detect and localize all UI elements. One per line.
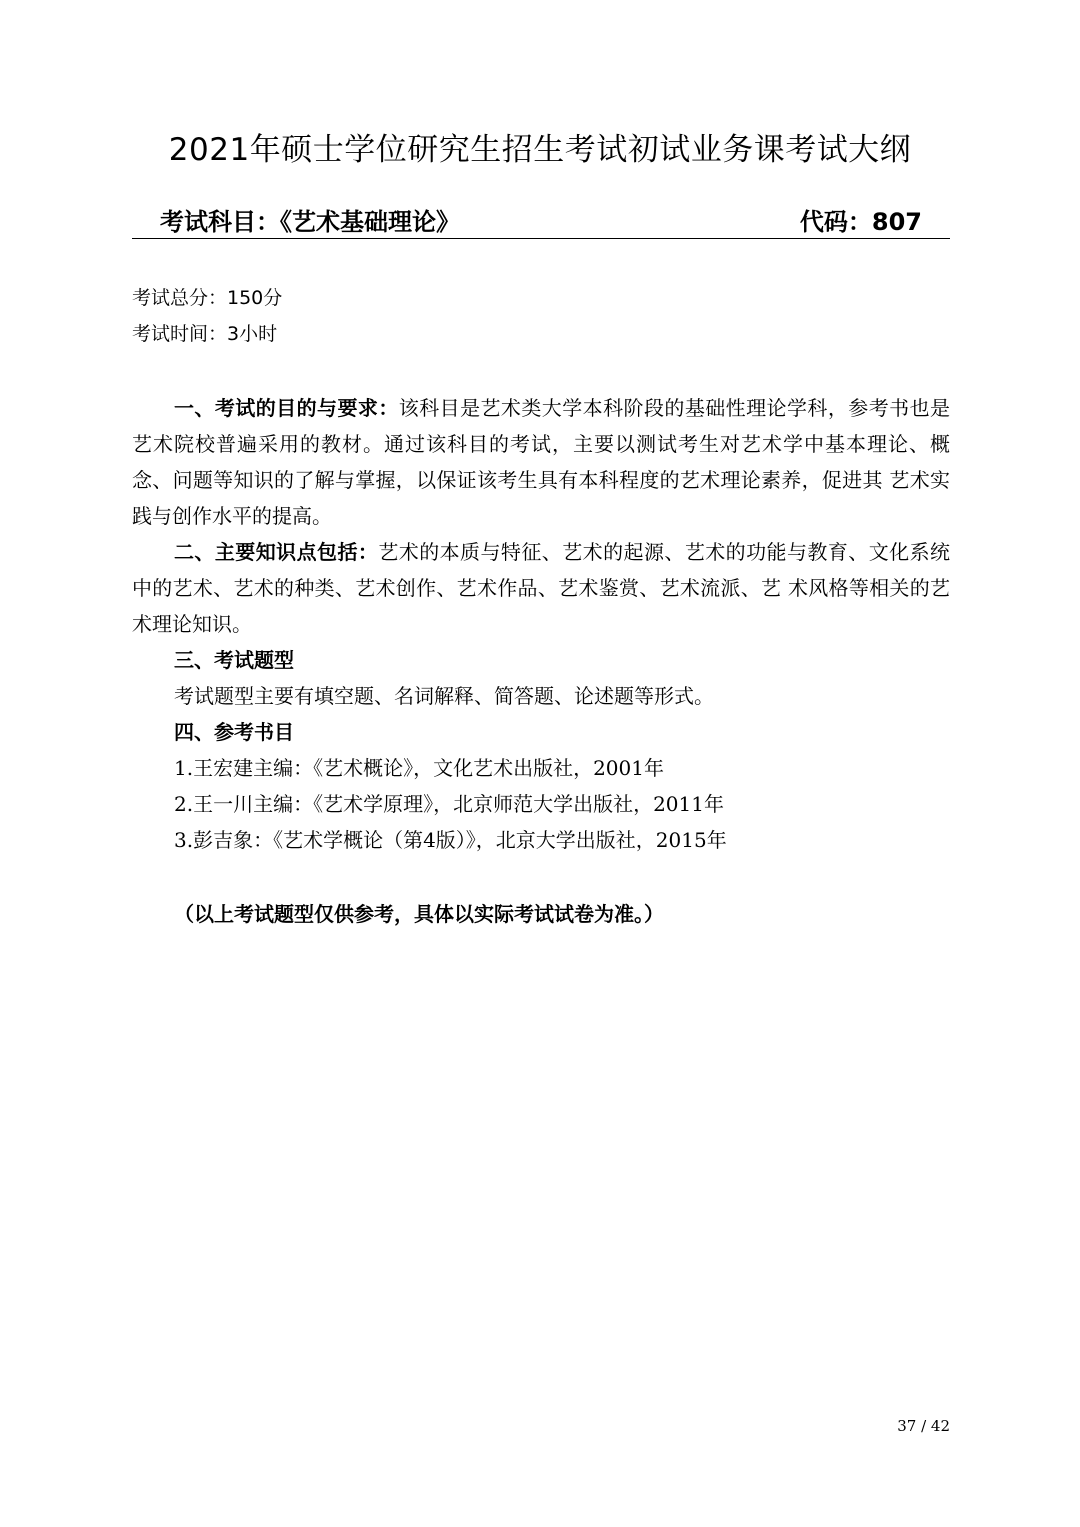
- reference-item: 2.王一川主编：《艺术学原理》，北京师范大学出版社，2011年: [174, 792, 724, 816]
- section-references-heading: 四、参考书目: [174, 720, 294, 744]
- reference-item: 1.王宏建主编：《艺术概论》，文化艺术出版社，2001年: [174, 756, 664, 780]
- section-knowledge-text: 艺术的本质与特征、艺术的起源、艺术的功能与教育、文化系统中的艺术、艺术的种类、艺术创作、艺术作品、艺术鉴赏、艺术流派、艺 术风格等相关的艺术理论知识。: [132, 540, 951, 636]
- page-title: 2021年硕士学位研究生招生考试初试业务课考试大纲: [168, 132, 912, 168]
- section-purpose-text: 该科目是艺术类大学本科阶段的基础性理论学科，参考书也是艺术院校普遍采用的教材。通过该科目的考试，主要以测试考生对艺术学中基本理论、概念、问题等知识的了解与掌握，以保证该考生具有本科程度的艺术理论素养，促进其 艺术实践与创作水平的提高。: [132, 396, 951, 528]
- section-question-types-heading: 三、考试题型: [174, 648, 294, 672]
- total-score: 考试总分：150分: [132, 287, 283, 309]
- subject-bar: [132, 206, 950, 239]
- subject-label: 考试科目：《艺术基础理论》: [160, 208, 460, 236]
- section-purpose-lead: 一、考试的目的与要求：: [174, 396, 399, 420]
- body-text: [132, 390, 950, 858]
- reference-item: 3.彭吉象：《艺术学概论（第4版）》，北京大学出版社，2015年: [174, 828, 727, 852]
- section-purpose: [132, 390, 950, 534]
- section-knowledge: [132, 534, 950, 642]
- page-number: 37 / 42: [897, 1417, 950, 1435]
- exam-time: 考试时间：3小时: [132, 323, 278, 345]
- section-question-types-text: 考试题型主要有填空题、名词解释、简答题、论述题等形式。: [174, 684, 714, 708]
- section-knowledge-lead: 二、主要知识点包括：: [174, 540, 379, 564]
- disclaimer-note: （以上考试题型仅供参考，具体以实际考试试卷为准。）: [174, 902, 664, 926]
- code-label: 代码：807: [799, 208, 922, 236]
